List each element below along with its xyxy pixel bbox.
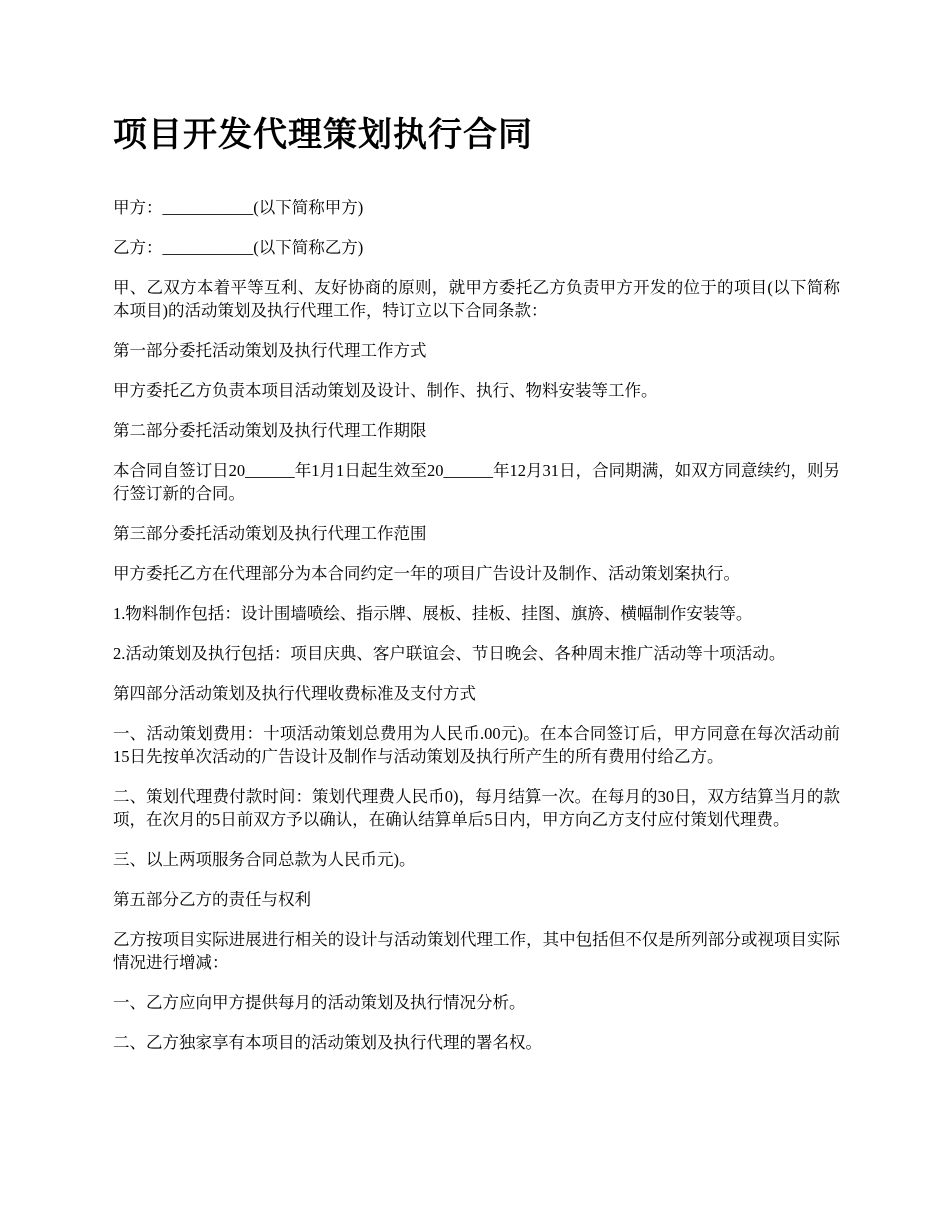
section-4-clause-1: 一、活动策划费用：十项活动策划总费用为人民币.00元)。在本合同签订后，甲方同意在每次活动前15日先按单次活动的广告设计及制作与活动策划及执行所产生的所有费用付给乙方。 <box>113 724 840 766</box>
section-5-clause-2: 二、乙方独家享有本项目的活动策划及执行代理的署名权。 <box>113 1033 542 1052</box>
party-a-line: 甲方：___________(以下简称甲方) <box>113 198 364 217</box>
section-heading-5: 第五部分乙方的责任与权利 <box>113 890 311 909</box>
document-title: 项目开发代理策划执行合同 <box>113 115 533 155</box>
section-heading-3: 第三部分委托活动策划及执行代理工作范围 <box>113 524 427 543</box>
section-3-item-2: 2.活动策划及执行包括：项目庆典、客户联谊会、节日晚会、各种周末推广活动等十项活动。 <box>113 644 786 663</box>
party-b-line: 乙方：___________(以下简称乙方) <box>113 238 364 257</box>
section-2-body: 本合同自签订日20______年1月1日起生效至20______年12月31日，合同期满，如双方同意续约，则另行签订新的合同。 <box>113 461 840 503</box>
section-1-body: 甲方委托乙方负责本项目活动策划及设计、制作、执行、物料安装等工作。 <box>113 381 658 400</box>
section-heading-2: 第二部分委托活动策划及执行代理工作期限 <box>113 421 427 440</box>
section-4-clause-2: 二、策划代理费付款时间：策划代理费人民币0)，每月结算一次。在每月的30日，双方结算当月的款项，在次月的5日前双方予以确认，在确认结算单后5日内，甲方向乙方支付应付策划代理费。 <box>113 787 840 829</box>
section-heading-1: 第一部分委托活动策划及执行代理工作方式 <box>113 341 427 360</box>
section-5-clause-1: 一、乙方应向甲方提供每月的活动策划及执行情况分析。 <box>113 993 526 1012</box>
section-3-item-1: 1.物料制作包括：设计围墙喷绘、指示牌、展板、挂板、挂图、旗旍、横幅制作安装等。 <box>113 604 753 623</box>
section-3-body: 甲方委托乙方在代理部分为本合同约定一年的项目广告设计及制作、活动策划案执行。 <box>113 564 740 583</box>
section-5-body: 乙方按项目实际进展进行相关的设计与活动策划代理工作，其中包括但不仅是所列部分或视项目实际情况进行增减： <box>113 930 840 972</box>
preamble-paragraph: 甲、乙双方本着平等互利、友好协商的原则，就甲方委托乙方负责甲方开发的位于的项目(以下简称本项目)的活动策划及执行代理工作，特订立以下合同条款： <box>113 278 840 320</box>
section-4-clause-3: 三、以上两项服务合同总款为人民币元)。 <box>113 850 416 869</box>
section-heading-4: 第四部分活动策划及执行代理收费标准及支付方式 <box>113 684 476 703</box>
